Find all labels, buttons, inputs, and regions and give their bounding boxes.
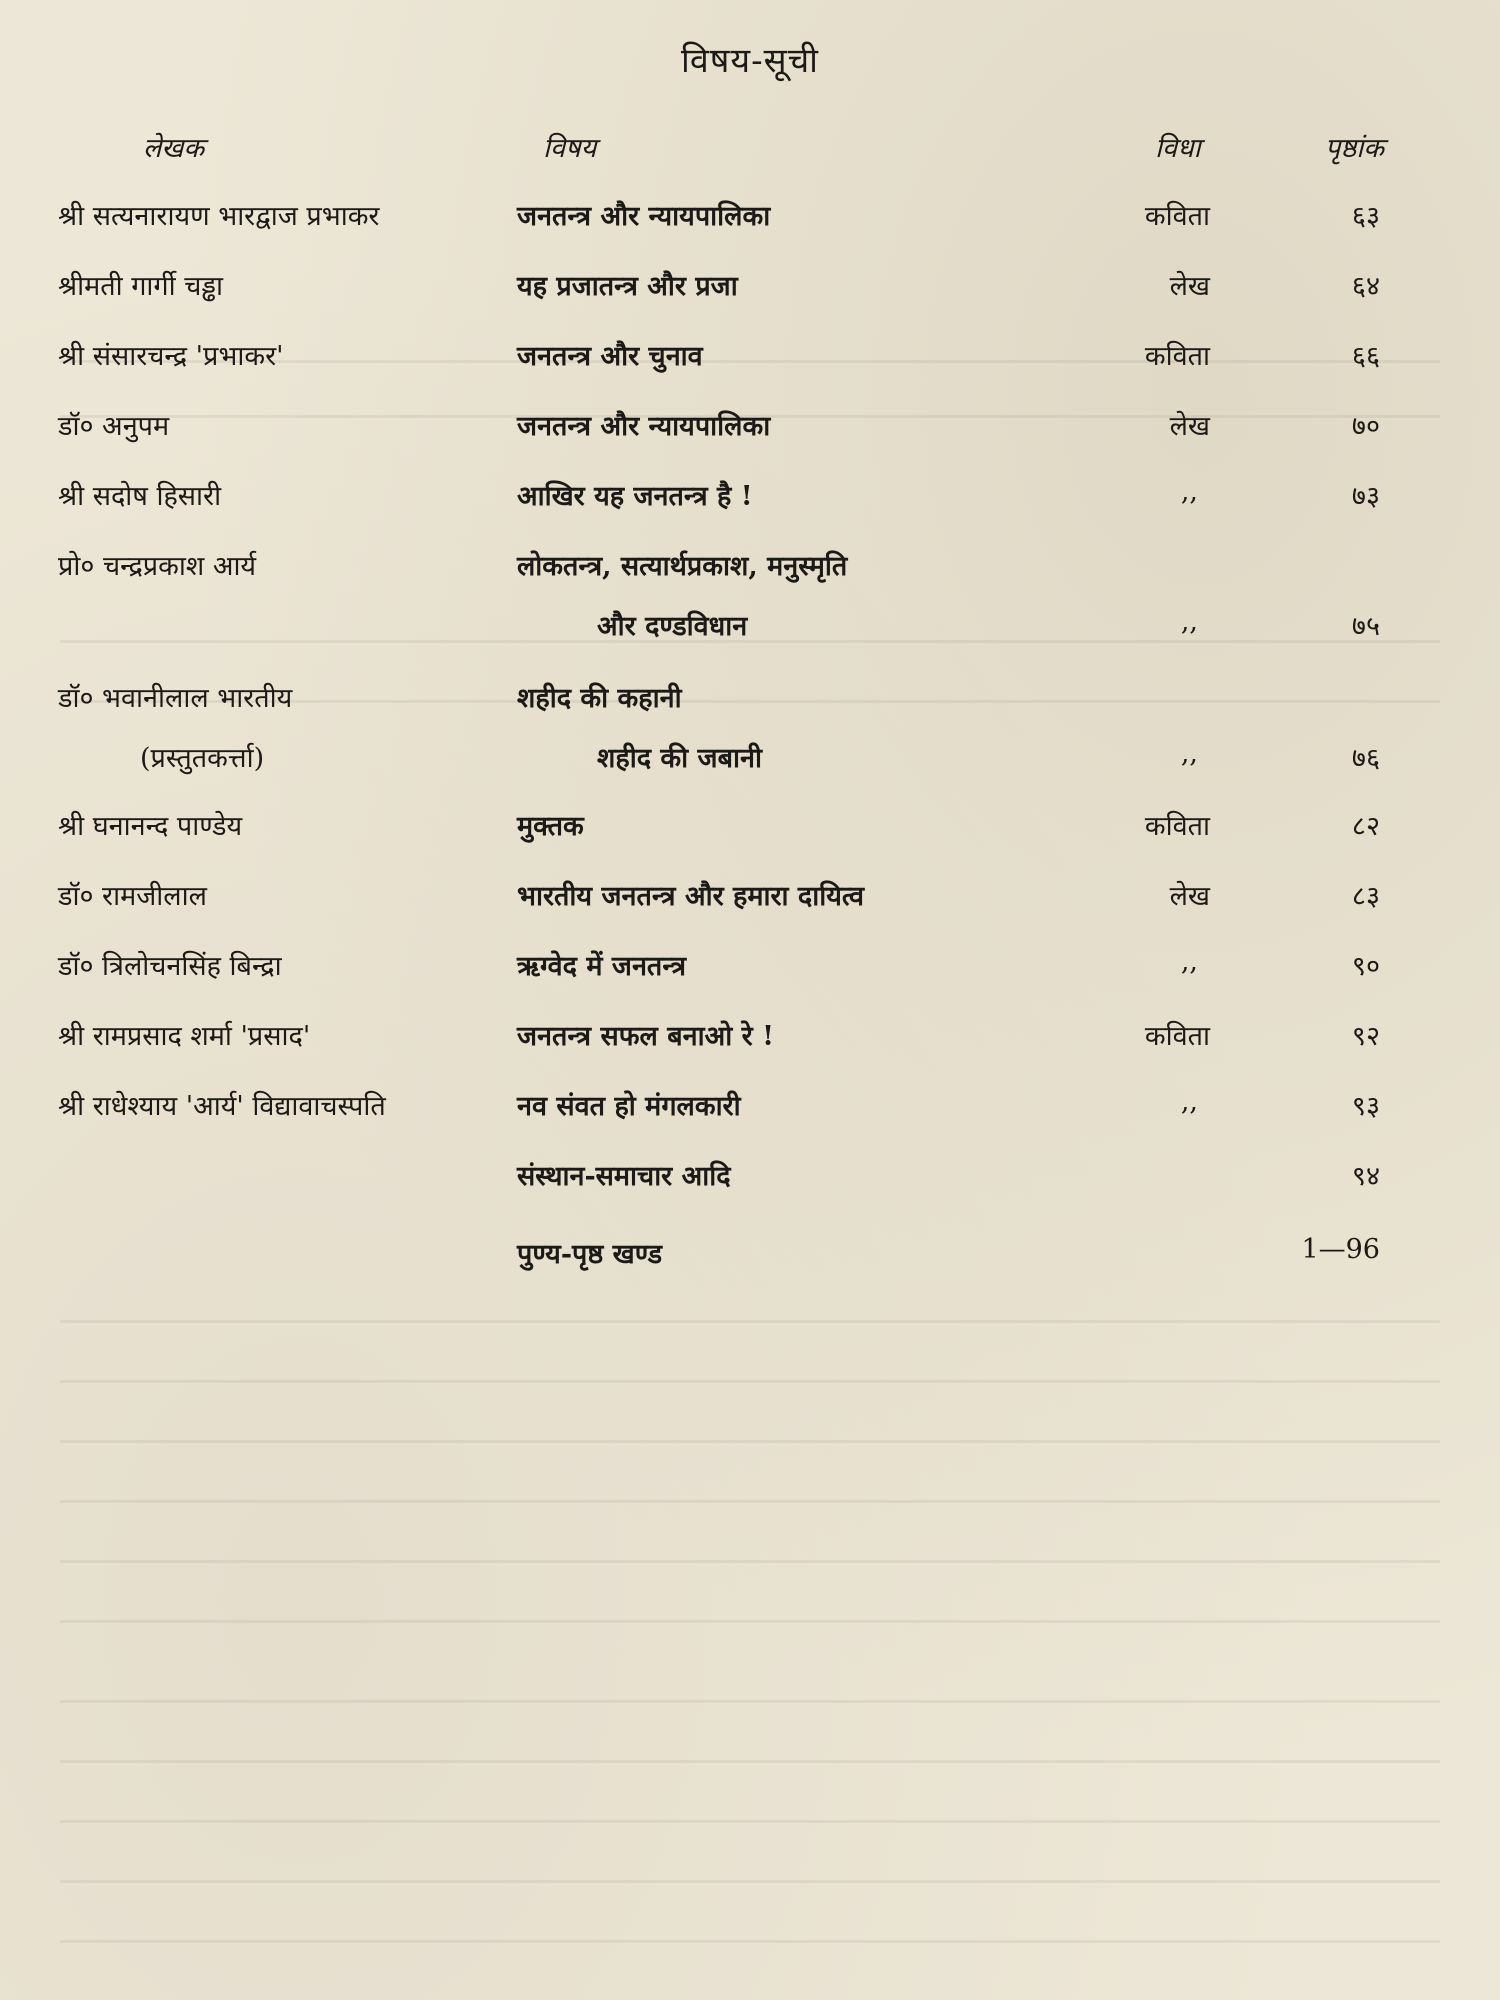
entry-genre: लेख	[1169, 271, 1210, 302]
entry-genre: ,,	[1180, 738, 1198, 769]
entry-page: ९२	[1351, 1021, 1380, 1052]
entry-author: श्रीमती गार्गी चड्ढा	[58, 271, 223, 302]
entry-page: 1—96	[1301, 1234, 1380, 1265]
entry-genre: कविता	[1144, 341, 1210, 372]
entry-page: ९३	[1351, 1091, 1380, 1122]
table-row	[0, 196, 1500, 248]
entry-subject: जनतन्त्र सफल बनाओ रे !	[517, 1021, 774, 1052]
table-row	[0, 266, 1500, 318]
entry-subject: नव संवत हो मंगलकारी	[517, 1091, 741, 1122]
entry-author: डॉ० रामजीलाल	[58, 881, 207, 912]
table-row	[0, 606, 1500, 658]
entry-subject: जनतन्त्र और चुनाव	[517, 341, 703, 372]
entry-page: ७०	[1351, 411, 1380, 442]
entry-subject: संस्थान-समाचार आदि	[517, 1161, 731, 1192]
entry-author: श्री घनानन्द पाण्डेय	[58, 811, 243, 842]
header-genre: विधा	[1155, 133, 1201, 164]
entry-page: ७६	[1351, 743, 1380, 774]
entry-author: (प्रस्तुतकर्त्ता)	[140, 743, 265, 774]
entry-subject: आखिर यह जनतन्त्र है !	[517, 481, 753, 512]
table-row	[0, 1156, 1500, 1208]
entry-author: डॉ० अनुपम	[58, 411, 170, 442]
entry-genre: ,,	[1180, 606, 1198, 637]
entry-author: डॉ० भवानीलाल भारतीय	[58, 683, 293, 714]
entry-genre: कविता	[1144, 201, 1210, 232]
entry-page: ८२	[1351, 811, 1380, 842]
entry-subject: शहीद की कहानी	[517, 683, 682, 714]
entry-author: प्रो० चन्द्रप्रकाश आर्य	[58, 551, 257, 582]
table-row	[0, 406, 1500, 458]
entry-author: श्री सदोष हिसारी	[58, 481, 222, 512]
entry-subject: ऋग्वेद में जनतन्त्र	[517, 951, 687, 982]
entry-subject: पुण्य-पृष्ठ खण्ड	[517, 1239, 663, 1270]
table-row	[0, 476, 1500, 528]
entry-subject: जनतन्त्र और न्यायपालिका	[517, 411, 771, 442]
table-row	[0, 1234, 1500, 1286]
table-row	[0, 946, 1500, 998]
entry-page: ७३	[1351, 481, 1380, 512]
entry-author: श्री संसारचन्द्र 'प्रभाकर'	[58, 341, 284, 372]
entry-subject: मुक्तक	[517, 811, 584, 842]
entry-author: डॉ० त्रिलोचनसिंह बिन्द्रा	[58, 951, 282, 982]
table-row	[0, 546, 1500, 598]
page-title: विषय-सूची	[681, 41, 819, 81]
entry-subject: जनतन्त्र और न्यायपालिका	[517, 201, 771, 232]
entry-author: श्री रामप्रसाद शर्मा 'प्रसाद'	[58, 1021, 311, 1052]
entry-genre: लेख	[1169, 411, 1210, 442]
entry-author: श्री सत्यनारायण भारद्वाज प्रभाकर	[58, 201, 380, 232]
header-subject: विषय	[543, 133, 597, 164]
entry-genre: ,,	[1180, 476, 1198, 507]
entry-author: श्री राधेश्याय 'आर्य' विद्यावाचस्पति	[58, 1091, 386, 1122]
entry-page: ६६	[1351, 341, 1380, 372]
entry-genre: कविता	[1144, 811, 1210, 842]
entry-genre: ,,	[1180, 1086, 1198, 1117]
table-row	[0, 876, 1500, 928]
entry-page: ९४	[1351, 1161, 1380, 1192]
entry-subject: यह प्रजातन्त्र और प्रजा	[517, 271, 738, 302]
table-row	[0, 678, 1500, 730]
header-author: लेखक	[143, 133, 205, 164]
table-row	[0, 336, 1500, 388]
entry-genre: ,,	[1180, 946, 1198, 977]
entry-page: ६३	[1351, 201, 1380, 232]
table-row	[0, 738, 1500, 790]
table-row	[0, 1016, 1500, 1068]
header-page: पृष्ठांक	[1325, 133, 1384, 164]
entry-subject: शहीद की जबानी	[597, 743, 762, 774]
entry-page: ७५	[1351, 611, 1380, 642]
entry-page: ६४	[1351, 271, 1380, 302]
entry-subject: और दण्डविधान	[597, 611, 748, 642]
entry-genre: कविता	[1144, 1021, 1210, 1052]
entry-subject: भारतीय जनतन्त्र और हमारा दायित्व	[517, 881, 865, 912]
entry-page: ८३	[1351, 881, 1380, 912]
entry-genre: लेख	[1169, 881, 1210, 912]
table-row	[0, 1086, 1500, 1138]
entry-page: ९०	[1351, 951, 1380, 982]
entry-subject: लोकतन्त्र, सत्यार्थप्रकाश, मनुस्मृति	[517, 551, 848, 582]
table-row	[0, 806, 1500, 858]
